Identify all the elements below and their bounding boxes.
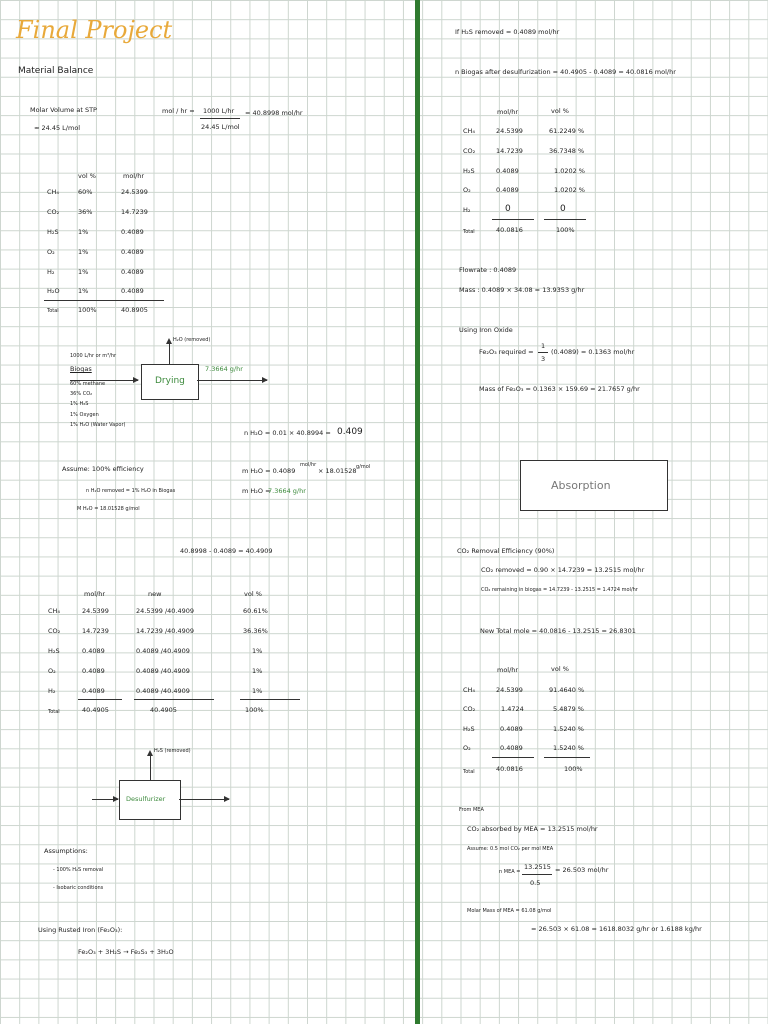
feed-vol: 1% [78, 248, 89, 256]
dry-header-vol: vol % [244, 590, 262, 598]
assumptions-title: Assumptions: [44, 847, 88, 855]
dry-gas-total-calc: 40.8998 - 0.4089 = 40.4909 [180, 547, 273, 555]
fraction-bar [200, 118, 240, 119]
feed-mol: 14.7239 [121, 208, 148, 216]
desulfurizer-unit [119, 780, 181, 820]
n-h2o-value: 0.409 [337, 427, 363, 437]
dry-mol: 0.4089 [82, 647, 105, 655]
dry-comp: H₂S [48, 647, 60, 655]
t1-total-vol: 100% [556, 226, 575, 234]
t1-mol: 0.4089 [496, 186, 519, 194]
column-divider [415, 0, 420, 1024]
dry-new: 0.4089 /40.4909 [136, 667, 190, 675]
feed-total-label: Total [47, 308, 59, 314]
calc-denominator: 24.45 L/mol [201, 123, 240, 131]
water-removed-label: H₂O (removed) [173, 337, 211, 343]
calc-numerator: 1000 L/hr [203, 107, 235, 115]
product-arrow [197, 380, 267, 381]
feed-total-mol: 40.8905 [121, 306, 148, 314]
h2s-removed-arrow [150, 755, 151, 780]
table-divider [544, 219, 586, 220]
composition-item: 1% Oxygen [70, 412, 99, 418]
flowrate: Flowrate : 0.4089 [459, 266, 517, 274]
t2-comp: O₂ [463, 744, 471, 752]
water-rate: 7.3664 g/hr [205, 365, 243, 373]
t1-vol: 1.0202 % [554, 186, 585, 194]
co2-removed: CO₂ removed = 0.90 × 14.7239 = 13.2515 mol/hr [481, 566, 645, 574]
feed-comp: CO₂ [47, 208, 60, 216]
co2-efficiency-title: CO₂ Removal Efficiency (90%) [457, 547, 555, 555]
absorption-label: Absorption [551, 479, 611, 492]
t1-header-vol: vol % [551, 107, 569, 115]
drying-unit [141, 364, 199, 400]
t2-comp: H₂S [463, 725, 475, 733]
t1-mol: 0 [505, 204, 511, 214]
feed-comp: H₂ [47, 268, 55, 276]
t2-mol: 1.4724 [501, 705, 524, 713]
mea-mass: = 26.503 × 61.08 = 1618.8032 g/hr or 1.6188 kg/hr [531, 925, 702, 933]
table-divider [240, 699, 300, 700]
dry-vol: 1% [252, 687, 263, 695]
dry-mol: 14.7239 [82, 627, 109, 635]
n-mea-denominator: 0.5 [530, 879, 541, 887]
t2-mol: 0.4089 [500, 744, 523, 752]
t2-vol: 1.5240 % [553, 744, 584, 752]
dry-comp: CH₄ [48, 607, 61, 615]
feed-flow-label: 1000 L/hr or m³/hr [70, 353, 117, 359]
composition-item: 60% methane [70, 381, 106, 387]
table-divider [492, 757, 534, 758]
feed-mol: 0.4089 [121, 228, 144, 236]
dry-vol: 36.36% [243, 627, 268, 635]
t2-header-vol: vol % [551, 665, 569, 673]
feed-comp: CH₄ [47, 188, 60, 196]
dry-total-new: 40.4905 [150, 706, 177, 714]
dry-new: 24.5399 /40.4909 [136, 607, 195, 615]
feed-vol: 60% [78, 188, 93, 196]
dry-vol: 1% [252, 667, 263, 675]
feed-header-mol: mol/hr [123, 172, 145, 180]
n-mea-label: n MEA = [499, 869, 521, 875]
t1-mol: 14.7239 [496, 147, 523, 155]
feed-vol: 36% [78, 208, 93, 216]
absorption-unit [520, 460, 668, 511]
table-divider [544, 757, 590, 758]
feed-mol: 24.5399 [121, 188, 148, 196]
t1-comp: H₂ [463, 206, 471, 214]
mass-water-label: m H₂O = [242, 487, 271, 495]
t1-total-mol: 40.0816 [496, 226, 523, 234]
mol-per-hr-label: mol / hr = [162, 107, 195, 115]
section-title: Material Balance [18, 66, 94, 76]
t1-comp: O₂ [463, 186, 471, 194]
feed-total-vol: 100% [78, 306, 97, 314]
feed-vol: 1% [78, 287, 89, 295]
calc-result: = 40.8998 mol/hr [245, 109, 303, 117]
page-title: Final Project [16, 16, 173, 44]
t1-total-label: Total [463, 229, 475, 235]
water-molar-mass: M H₂O = 18.01528 g/mol [77, 506, 140, 512]
feed-vol: 1% [78, 268, 89, 276]
composition-item: 1% H₂S [70, 401, 89, 407]
dry-vol: 1% [252, 647, 263, 655]
table-divider [492, 219, 534, 220]
t1-mol: 24.5399 [496, 127, 523, 135]
reaction-equation: Fe₂O₃ + 3H₂S → Fe₂S₃ + 3H₂O [78, 948, 174, 956]
feed-header-vol: vol % [78, 172, 96, 180]
t1-vol: 61.2249 % [549, 127, 585, 135]
table-divider [134, 699, 214, 700]
t1-mol: 0.4089 [496, 167, 519, 175]
t1-comp: H₂S [463, 167, 475, 175]
t2-vol: 91.4640 % [549, 686, 585, 694]
dry-comp: H₂ [48, 687, 56, 695]
fe2o3-frac-den: 3 [541, 355, 546, 363]
dry-mol: 24.5399 [82, 607, 109, 615]
dry-total-mol: 40.4905 [82, 706, 109, 714]
rusted-iron-label: Using Rusted Iron (Fe₂O₃): [38, 926, 123, 934]
t2-total-mol: 40.0816 [496, 765, 523, 773]
h2s-removed-statement: If H₂S removed = 0.4089 mol/hr [455, 28, 560, 36]
mass-h2s: Mass : 0.4089 × 34.08 = 13.9353 g/hr [459, 286, 585, 294]
t1-vol: 36.7348 % [549, 147, 585, 155]
t2-vol: 5.4879 % [553, 705, 584, 713]
mass-water-calc: m H₂O = 0.4089 [242, 467, 296, 475]
biogas-stream-label: Biogas [70, 365, 92, 373]
feed-comp: H₂S [47, 228, 59, 236]
t1-comp: CO₂ [463, 147, 476, 155]
dry-total-vol: 100% [245, 706, 264, 714]
n-h2o-calc: n H₂O = 0.01 × 40.8994 = [244, 429, 331, 437]
mea-assumption: Assume: 0.5 mol CO₂ per mol MEA [467, 846, 554, 852]
fe2o3-required: Fe₂O₃ required = [479, 348, 534, 356]
t2-total-label: Total [463, 769, 475, 775]
assumption-efficiency: Assume: 100% efficiency [62, 465, 144, 473]
n-mea-numerator: 13.2515 [524, 863, 551, 871]
dry-header-mol: mol/hr [84, 590, 106, 598]
t1-header-mol: mol/hr [497, 108, 519, 116]
mea-absorbed: CO₂ absorbed by MEA = 13.2515 mol/hr [467, 825, 598, 833]
t2-header-mol: mol/hr [497, 666, 519, 674]
fraction-bar [522, 874, 552, 875]
h2s-removed-label: H₂S (removed) [154, 748, 191, 754]
t2-total-vol: 100% [564, 765, 583, 773]
fe2o3-frac-num: 1 [541, 342, 546, 350]
desulfurizer-outlet-arrow [179, 799, 229, 800]
dry-new: 0.4089 /40.4909 [136, 687, 190, 695]
feed-mol: 0.4089 [121, 287, 144, 295]
t2-comp: CO₂ [463, 705, 476, 713]
fe2o3-mass: Mass of Fe₂O₃ = 0.1363 × 159.69 = 21.7657 g/hr [479, 385, 640, 393]
fraction-bar [538, 352, 548, 353]
desulfurizer-label: Desulfurizer [126, 795, 166, 803]
feed-vol: 1% [78, 228, 89, 236]
feed-comp: H₂O [47, 287, 60, 295]
mea-title: From MEA [459, 807, 484, 813]
t2-vol: 1.5240 % [553, 725, 584, 733]
dry-vol: 60.61% [243, 607, 268, 615]
dry-mol: 0.4089 [82, 667, 105, 675]
composition-item: 1% H₂O (Water Vapor) [70, 422, 126, 428]
table-divider [44, 300, 164, 301]
dry-mol: 0.4089 [82, 687, 105, 695]
t1-comp: CH₄ [463, 127, 476, 135]
t2-comp: CH₄ [463, 686, 476, 694]
feed-comp: O₂ [47, 248, 55, 256]
molar-volume-label: Molar Volume at STP [30, 106, 97, 114]
dry-comp: O₂ [48, 667, 56, 675]
assumption-item: - 100% H₂S removal [53, 867, 104, 873]
biogas-after-desulf: n Biogas after desulfurization = 40.4905 - 0.4089 = 40.0816 mol/hr [455, 68, 676, 76]
dry-total-label: Total [48, 709, 60, 715]
dry-comp: CO₂ [48, 627, 61, 635]
co2-remaining: CO₂ remaining in biogas = 14.7239 - 13.2515 = 1.4724 mol/hr [481, 587, 638, 593]
t2-mol: 24.5399 [496, 686, 523, 694]
n-water-removed: n H₂O removed = 1% H₂O in Biogas [86, 488, 176, 494]
mass-water-units: mol/hr [300, 462, 317, 468]
t1-vol: 1.0202 % [554, 167, 585, 175]
dry-header-new: new [148, 590, 162, 598]
mea-molar-mass: Molar Mass of MEA = 61.08 g/mol [467, 908, 552, 914]
composition-item: 36% CO₂ [70, 391, 93, 397]
iron-oxide-title: Using Iron Oxide [459, 326, 513, 334]
molar-volume-value: ≈ 24.45 L/mol [34, 124, 81, 132]
dry-new: 0.4089 /40.4909 [136, 647, 190, 655]
drying-label: Drying [155, 376, 185, 386]
mass-water-factor-units: g/mol [356, 464, 371, 470]
mass-water-factor: × 18.01528 [318, 467, 357, 475]
feed-mol: 0.4089 [121, 268, 144, 276]
feed-mol: 0.4089 [121, 248, 144, 256]
new-total-mole: New Total mole = 40.0816 - 13.2515 = 26.8301 [480, 627, 636, 635]
mass-water-result: 7.3664 g/hr [268, 487, 306, 495]
assumption-item: - Isobaric conditions [53, 885, 104, 891]
desulfurizer-inlet-arrow [92, 799, 118, 800]
table-divider [78, 699, 122, 700]
fe2o3-required-value: (0.4089) = 0.1363 mol/hr [551, 348, 635, 356]
dry-new: 14.7239 /40.4909 [136, 627, 195, 635]
t2-mol: 0.4089 [500, 725, 523, 733]
t1-vol: 0 [560, 204, 566, 214]
n-mea-result: = 26.503 mol/hr [555, 866, 609, 874]
